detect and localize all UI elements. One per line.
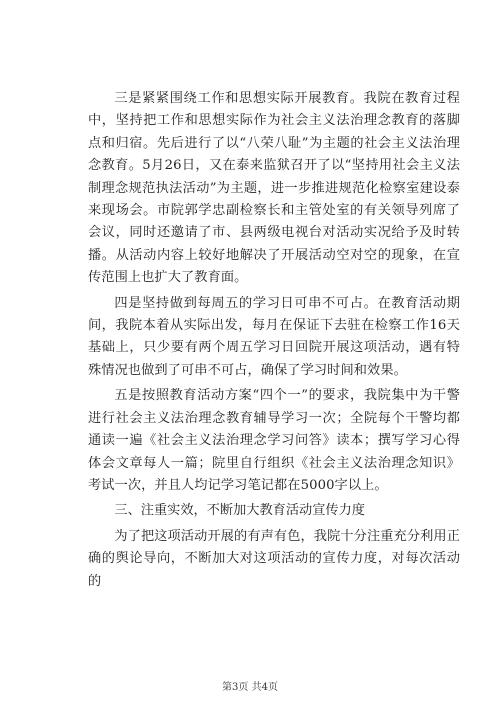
document-body (88, 88, 460, 596)
paragraph-2: 四是坚持做到每周五的学习日可串不可占。在教育活动期间，我院本着从实际出发，每月在保证下去驻在检察工作16天基础上，只少要有两个周五学习日回院开展这项活动，遇有特殊情况也做到了可串不可占，确保了学习时间和效果。 (88, 295, 460, 378)
paragraph-4: 为了把这项活动开展的有声有色，我院十分注重充分利用正确的舆论导向，不断加大对这项活动的宣传力度，对每次活动的 (88, 528, 460, 589)
paragraph-3: 五是按照教育活动方案“四个一”的要求，我院集中为干警进行社会主义法治理念教育辅导学习一次；全院每个干警均都通读一遍《社会主义法治理念学习问答》读本；撰写学习心得体会文章每人一篇；院里自行组织《社会主义法治理念知识》考试一次，并且人均记学习笔记都在5000字以上。 (88, 388, 460, 493)
page-footer: 第3页 共4页 (222, 682, 278, 693)
section-heading: 三、注重实效，不断加大教育活动宣传力度 (114, 503, 365, 519)
paragraph-1: 三是紧紧围绕工作和思想实际开展教育。我院在教育过程中，坚持把工作和思想实际作为社会主义法治理念教育的落脚点和归宿。先后进行了以“八荣八耻”为主题的社会主义法治理念教育。5月26日，又在泰来监狱召开了以“坚持用社会主义法制理念规范执法活动”为主题，进一步推进规范化检察室建设泰来现场会。市院郭学忠副检察长和主管处室的有关领导列席了会议，同时还邀请了市、县两级电视台对活动实况给予及时转播。从活动内容上较好地解决了开展活动空对空的现象，在宣传范围上也扩大了教育面。 (88, 91, 460, 286)
